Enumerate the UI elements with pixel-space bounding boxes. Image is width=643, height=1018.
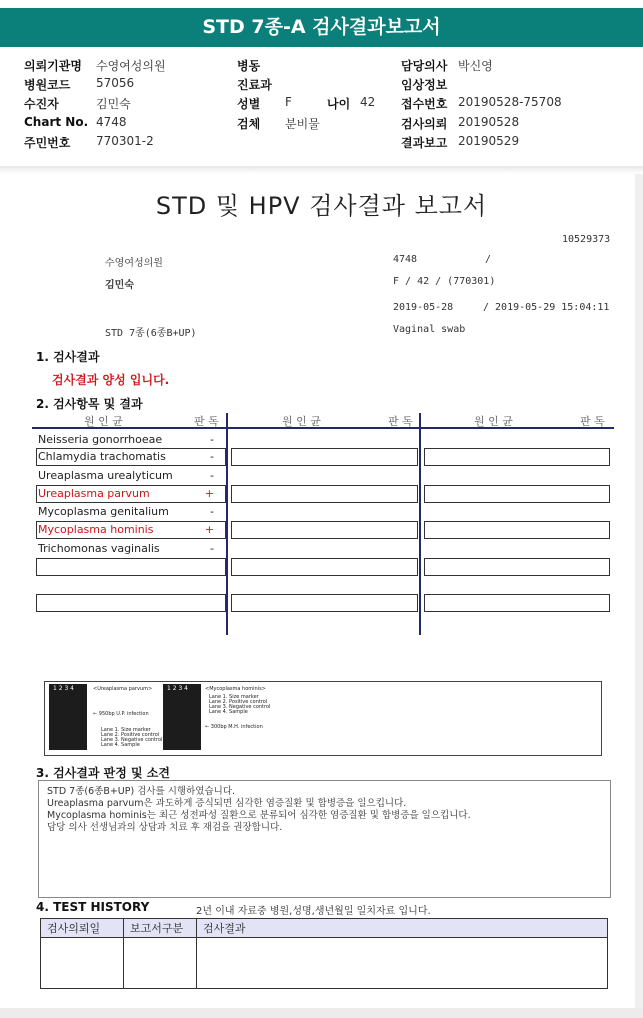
gel-panel-1 [49,684,87,750]
doc-date-to: / 2019-05-29 15:04:11 [483,302,610,313]
grid-header-line [32,427,614,429]
history-col-result: 검사결과 [197,919,608,938]
gel-legend: Lane 4. Sample [209,709,248,715]
specimen-label: 검체 [237,117,261,131]
report-header [0,50,643,165]
doc-specimen: Vaginal swab [393,324,466,335]
doc-sex-age: F / 42 / (770301) [393,276,496,287]
doc-date-from: 2019-05-28 [393,302,454,313]
section3-title: 3. 검사결과 판정 및 소견 [36,766,170,780]
organism-result: - [210,469,214,482]
page-edge-right [635,174,643,1008]
result-row-positive [36,485,224,502]
clinic-label: 임상정보 [401,78,448,92]
organism-result: + [204,487,214,500]
result-row [36,503,224,520]
id-value: 770301-2 [96,134,154,148]
gel-legend: Lane 2. Positive control [101,732,160,738]
gel-lane-numbers: 1 2 3 4 [53,685,74,692]
doc-patient: 김민숙 [105,280,134,291]
report-title: STD 7종-A 검사결과보고서 [202,16,441,38]
receipt-label: 접수번호 [401,97,448,111]
doc-chart: 4748 [393,254,418,265]
specimen-value: 분비물 [285,117,320,131]
organism-name: Mycoplasma genitalium [38,505,169,518]
request-value: 20190528 [458,115,520,129]
document-title: STD 및 HPV 검사결과 보고서 [155,192,488,220]
dept-label: 진료과 [237,78,272,92]
ward-label: 병동 [237,59,261,73]
result-row [36,467,224,484]
request-label: 검사의뢰 [401,117,448,131]
gel-panel1-title: <Ureaplasma parvum> [93,686,153,692]
result-value: 20190529 [458,134,520,148]
col-organism-2: 원 인 균 [282,415,321,428]
gel-panel1-band: ← 950bp U.P. infection [93,711,149,717]
result-label: 결과보고 [401,136,448,150]
document-number: 10529373 [562,234,611,245]
doc-hospital: 수영여성의원 [105,258,163,269]
col-result-3: 판 독 [580,415,605,428]
empty-row-box [231,521,418,539]
gel-electrophoresis-image [44,681,602,756]
gel-lane-numbers: 1 2 3 4 [167,685,188,692]
history-col-report-type: 보고서구분 [124,919,197,938]
organism-name: Neisseria gonorrhoeae [38,433,163,446]
patient-label: 수진자 [24,97,59,111]
gel-legend: Lane 1. Size marker [209,694,259,700]
gel-legend: Lane 3. Negative control [101,737,163,743]
organism-name: Mycoplasma hominis [38,523,154,536]
doctor-value: 박신영 [458,59,493,73]
organism-name: Chlamydia trachomatis [38,450,166,463]
organism-result: - [210,450,214,463]
sex-label: 성별 [237,97,261,111]
result-row [36,540,224,557]
code-value: 57056 [96,76,135,90]
grid-divider-2 [419,413,421,635]
empty-row-box [231,594,418,612]
chart-label: Chart No. [24,115,89,129]
history-table [40,918,608,989]
empty-row-box [231,485,418,503]
grid-divider-1 [226,413,228,635]
doc-test-name: STD 7종(6종B+UP) [105,328,197,339]
history-cell [124,938,197,989]
gel-panel2-band: ← 300bp M.H. infection [205,724,263,730]
result-row [36,448,224,465]
summary-line: 담당 의사 선생님과의 상담과 치료 후 재검을 권장합니다. [47,822,283,833]
gel-legend: Lane 1. Size marker [101,727,151,733]
history-note: 2년 이내 자료중 병원,성명,생년월일 일치자료 입니다. [196,906,431,917]
gel-panel2-title: <Mycoplasma hominis> [205,686,266,692]
history-cell [41,938,124,989]
history-col-request-date: 검사의뢰일 [41,919,124,938]
organism-result: - [210,433,214,446]
empty-row-box [424,521,610,539]
doc-slash: / [485,254,492,265]
hospital-label: 의뢰기관명 [24,59,82,73]
col-organism-1: 원 인 균 [84,415,123,428]
empty-row-box [424,558,610,576]
chart-value: 4748 [96,115,127,129]
gel-panel-2 [163,684,201,750]
age-value: 42 [360,95,376,109]
result-row-positive [36,521,224,538]
organism-name: Ureaplasma parvum [38,487,150,500]
age-label: 나이 [327,97,351,111]
gel-legend: Lane 4. Sample [101,742,140,748]
result-row [36,431,224,448]
history-cell [197,938,608,989]
report-title-bar [0,8,643,47]
organism-result: + [204,523,214,536]
summary-line: Mycoplasma hominis는 최근 성전파성 질환으로 분류되어 심각한 염증질환 및 합병증을 일으킵니다. [47,810,471,821]
code-label: 병원코드 [24,78,71,92]
section4-title: 4. TEST HISTORY [36,900,150,914]
organism-name: Trichomonas vaginalis [38,542,160,555]
summary-line: Ureaplasma parvum은 과도하게 증식되면 심각한 염증질환 및 합병증을 일으킵니다. [47,798,407,809]
empty-row-box [231,558,418,576]
header-divider [0,166,643,174]
col-result-1: 판 독 [194,415,219,428]
organism-result: - [210,505,214,518]
empty-row-box [424,594,610,612]
organism-name: Ureaplasma urealyticum [38,469,173,482]
receipt-value: 20190528-75708 [458,95,562,109]
empty-row-box [424,485,610,503]
hospital-value: 수영여성의원 [96,59,166,73]
empty-row-box [36,558,226,576]
summary-box [38,780,611,898]
patient-value: 김민숙 [96,97,131,111]
gel-legend: Lane 3. Negative control [209,704,271,710]
sex-value: F [285,95,292,109]
col-result-2: 판 독 [388,415,413,428]
empty-row-box [36,594,226,612]
empty-row-box [424,448,610,466]
doctor-label: 담당의사 [401,59,448,73]
section2-title: 2. 검사항목 및 결과 [36,397,143,411]
gel-legend: Lane 2. Positive control [209,699,268,705]
col-organism-3: 원 인 균 [474,415,513,428]
empty-row-box [231,448,418,466]
positive-result-text: 검사결과 양성 입니다. [52,373,170,387]
summary-line: STD 7종(6종B+UP) 검사를 시행하였습니다. [47,786,236,797]
id-label: 주민번호 [24,136,71,150]
organism-result: - [210,542,214,555]
section1-title: 1. 검사결과 [36,350,100,364]
page-edge-bottom [0,1008,643,1018]
